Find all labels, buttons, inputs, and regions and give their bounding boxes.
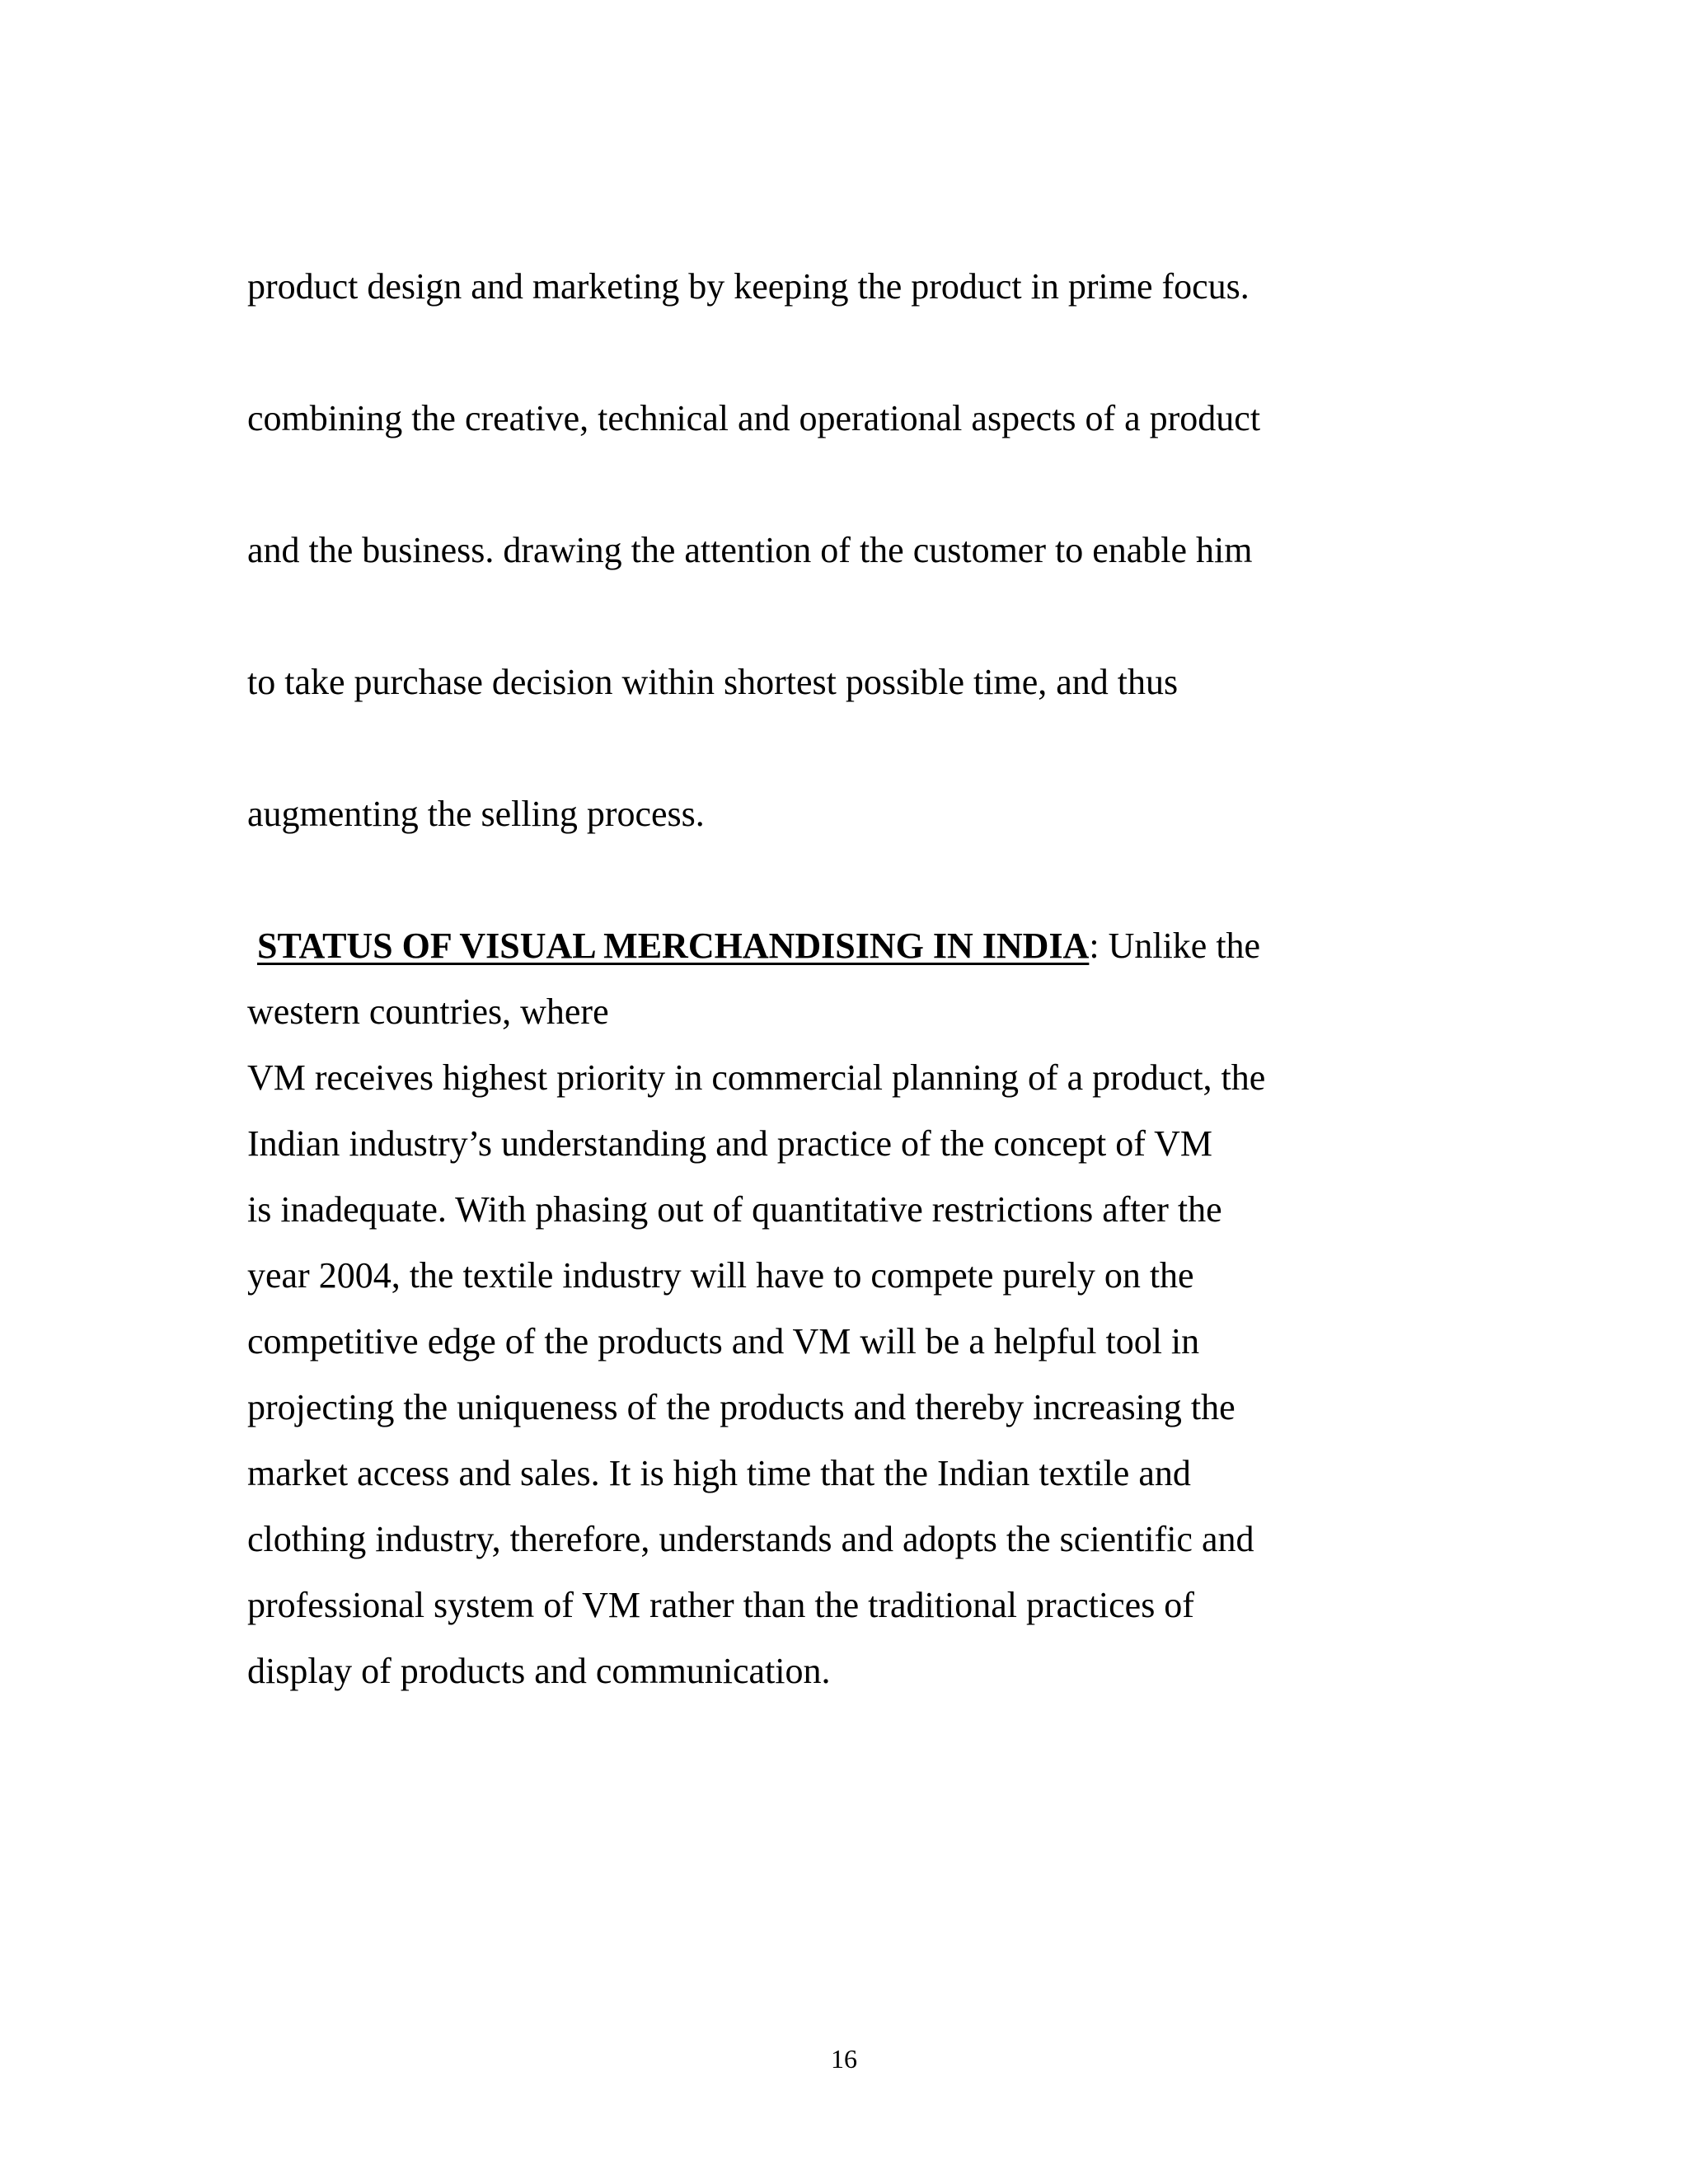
body-line: combining the creative, technical and operational aspects of a product: [247, 398, 1261, 438]
section-line: Indian industry’s understanding and practice of the concept of VM: [247, 1123, 1212, 1164]
section-line: competitive edge of the products and VM will be a helpful tool in: [247, 1321, 1200, 1361]
page-number: 16: [831, 2044, 857, 2074]
body-line: and the business. drawing the attention of the customer to enable him: [247, 530, 1253, 570]
section-line: display of products and communication.: [247, 1651, 831, 1691]
section-line: projecting the uniqueness of the products and thereby increasing the: [247, 1387, 1236, 1427]
section-line: year 2004, the textile industry will have to compete purely on the: [247, 1255, 1194, 1296]
section-heading-suffix: : Unlike the: [1089, 926, 1261, 966]
body-line: to take purchase decision within shortest possible time, and thus: [247, 662, 1179, 702]
section-line: VM receives highest priority in commercial planning of a product, the: [247, 1057, 1266, 1098]
body-line: product design and marketing by keeping the product in prime focus.: [247, 266, 1250, 307]
section-line: clothing industry, therefore, understands and adopts the scientific and: [247, 1519, 1254, 1559]
section-heading-line: [257, 923, 1260, 969]
section-line: western countries, where: [247, 991, 609, 1032]
section-line: market access and sales. It is high time that the Indian textile and: [247, 1453, 1191, 1493]
section-line: professional system of VM rather than the traditional practices of: [247, 1585, 1194, 1625]
section-heading: STATUS OF VISUAL MERCHANDISING IN INDIA: [257, 926, 1090, 966]
section-line: is inadequate. With phasing out of quantitative restrictions after the: [247, 1189, 1222, 1230]
body-line: augmenting the selling process.: [247, 794, 705, 834]
